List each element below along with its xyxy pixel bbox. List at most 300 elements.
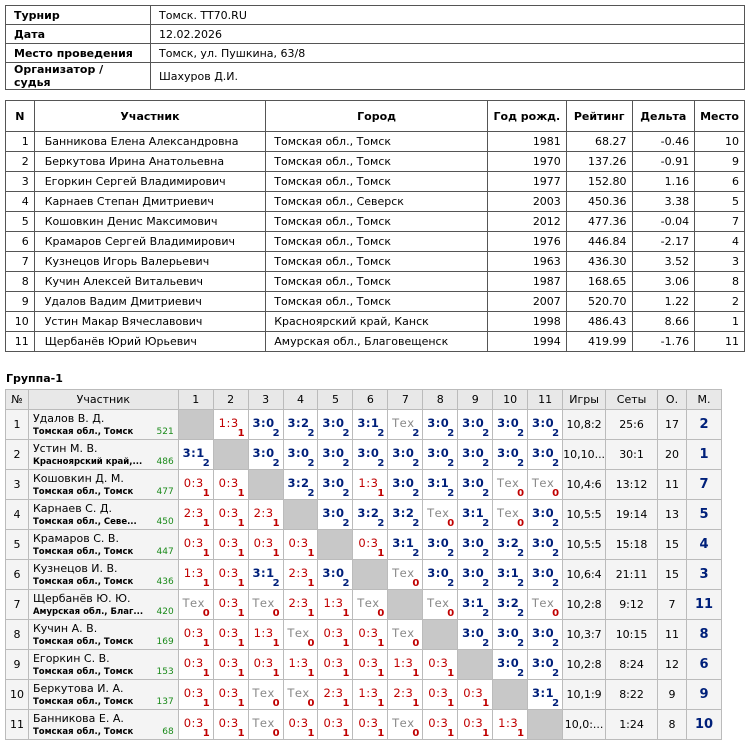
participant-cell: 2007 <box>487 292 566 312</box>
match-result <box>213 500 248 530</box>
match-result <box>283 710 318 740</box>
match-result <box>318 500 353 530</box>
match-result <box>528 440 563 470</box>
match-points: 1 <box>272 668 280 679</box>
match-score: 3:0 <box>462 416 485 430</box>
match-score: 3:2 <box>497 596 520 610</box>
group-games: 10,10... <box>563 440 606 470</box>
participant-cell: Устин Макар Вячеславович <box>34 312 266 332</box>
match-points: 1 <box>412 668 420 679</box>
player-name: Егоркин С. В. <box>32 652 110 665</box>
match-score: 3:1 <box>182 446 205 460</box>
group-row <box>6 530 722 560</box>
info-value: Томск, ул. Пушкина, 63/8 <box>151 44 745 63</box>
match-points: 1 <box>342 728 350 739</box>
match-score: 3:0 <box>427 566 450 580</box>
match-result <box>528 470 563 500</box>
group-header: О. <box>658 390 687 410</box>
group-header: 6 <box>353 390 388 410</box>
match-score: Тех <box>182 596 205 610</box>
match-result <box>318 560 353 590</box>
match-result <box>353 500 388 530</box>
group-sets: 13:12 <box>606 470 658 500</box>
match-points: 0 <box>412 728 420 739</box>
match-result <box>493 410 528 440</box>
participant-row <box>6 232 745 252</box>
match-score: 3:0 <box>532 626 555 640</box>
group-sets: 30:1 <box>606 440 658 470</box>
match-score: 1:3 <box>358 476 379 490</box>
match-result <box>178 500 213 530</box>
match-score: 3:0 <box>462 626 485 640</box>
match-points: 1 <box>202 518 210 529</box>
group-player <box>28 470 178 500</box>
match-score: 2:3 <box>253 506 274 520</box>
match-result <box>353 590 388 620</box>
participant-cell: Щербанёв Юрий Юрьевич <box>34 332 266 352</box>
group-place: 11 <box>686 590 721 620</box>
group-row-number: 11 <box>6 710 29 740</box>
match-points: 2 <box>412 458 420 469</box>
match-points: 1 <box>237 488 245 499</box>
info-key: Дата <box>6 25 151 44</box>
participant-cell: 2003 <box>487 192 566 212</box>
match-score: 3:1 <box>462 506 485 520</box>
match-result <box>178 620 213 650</box>
group-points: 11 <box>658 620 687 650</box>
participant-cell: 4 <box>695 232 745 252</box>
group-player <box>28 500 178 530</box>
match-points: 2 <box>377 428 385 439</box>
participant-cell: -1.76 <box>632 332 695 352</box>
participant-cell: Удалов Вадим Дмитриевич <box>34 292 266 312</box>
group-points: 13 <box>658 500 687 530</box>
match-score: 2:3 <box>288 566 309 580</box>
match-points: 0 <box>412 638 420 649</box>
match-result <box>493 530 528 560</box>
match-points: 1 <box>202 488 210 499</box>
group-points: 17 <box>658 410 687 440</box>
match-result <box>283 650 318 680</box>
match-points: 1 <box>342 608 350 619</box>
match-score: 3:1 <box>532 686 555 700</box>
participant-cell: Крамаров Сергей Владимирович <box>34 232 266 252</box>
match-result <box>423 560 458 590</box>
match-score: 0:3 <box>183 716 204 730</box>
participant-cell: 2 <box>695 292 745 312</box>
match-result <box>178 470 213 500</box>
participant-cell: Томская обл., Томск <box>266 272 488 292</box>
player-rating: 137 <box>156 697 174 707</box>
match-score: 2:3 <box>323 686 344 700</box>
participant-cell: 450.36 <box>566 192 632 212</box>
group-place: 2 <box>686 410 721 440</box>
match-result <box>528 530 563 560</box>
participant-cell: 1981 <box>487 132 566 152</box>
participant-cell: Красноярский край, Канск <box>266 312 488 332</box>
match-points: 1 <box>202 578 210 589</box>
match-points: 2 <box>552 518 560 529</box>
participant-cell: 7 <box>6 252 35 272</box>
match-score: 0:3 <box>323 656 344 670</box>
group-player <box>28 560 178 590</box>
participants-header: Дельта <box>632 101 695 132</box>
group-games: 10,5:5 <box>563 500 606 530</box>
group-place: 10 <box>686 710 721 740</box>
match-score: 0:3 <box>253 656 274 670</box>
match-score: 0:3 <box>218 536 239 550</box>
match-score: 1:3 <box>498 716 519 730</box>
match-points: 1 <box>237 428 245 439</box>
info-key: Организатор / судья <box>6 63 151 90</box>
participant-cell: 8 <box>6 272 35 292</box>
info-row <box>6 6 745 25</box>
participant-cell: 6 <box>695 172 745 192</box>
match-result <box>528 650 563 680</box>
match-score: 3:0 <box>322 506 345 520</box>
participant-cell: 3.06 <box>632 272 695 292</box>
match-points: 0 <box>272 698 280 709</box>
participant-cell: 9 <box>6 292 35 312</box>
match-score: 1:3 <box>218 416 239 430</box>
match-points: 1 <box>237 608 245 619</box>
match-result <box>213 650 248 680</box>
group-place: 4 <box>686 530 721 560</box>
match-result <box>388 620 423 650</box>
match-score: 0:3 <box>218 566 239 580</box>
match-points: 2 <box>482 488 490 499</box>
group-sets: 21:11 <box>606 560 658 590</box>
group-place: 9 <box>686 680 721 710</box>
match-score: 0:3 <box>358 536 379 550</box>
info-value: Шахуров Д.И. <box>151 63 745 90</box>
participant-cell: 5 <box>6 212 35 232</box>
match-points: 1 <box>377 698 385 709</box>
info-row <box>6 25 745 44</box>
match-result <box>493 560 528 590</box>
group-row-number: 9 <box>6 650 29 680</box>
match-score: 3:2 <box>497 536 520 550</box>
match-points: 2 <box>342 578 350 589</box>
group-games: 10,4:6 <box>563 470 606 500</box>
match-result <box>353 620 388 650</box>
match-score: 0:3 <box>218 716 239 730</box>
match-score: Тех <box>287 686 310 700</box>
match-result <box>528 410 563 440</box>
match-points: 1 <box>342 668 350 679</box>
participant-cell: 8 <box>695 272 745 292</box>
match-points: 1 <box>237 728 245 739</box>
group-header: 9 <box>458 390 493 410</box>
participant-row <box>6 332 745 352</box>
match-result <box>458 500 493 530</box>
match-score: 3:0 <box>322 476 345 490</box>
player-name: Устин М. В. <box>32 442 98 455</box>
group-row-number: 4 <box>6 500 29 530</box>
match-points: 2 <box>307 428 315 439</box>
participant-cell: Карнаев Степан Дмитриевич <box>34 192 266 212</box>
player-city: Красноярский край,... <box>32 457 143 467</box>
match-result <box>388 560 423 590</box>
match-result <box>528 560 563 590</box>
match-score: 3:0 <box>462 536 485 550</box>
match-points: 1 <box>202 698 210 709</box>
match-points: 0 <box>517 488 525 499</box>
match-result <box>423 680 458 710</box>
match-score: 0:3 <box>323 626 344 640</box>
match-score: Тех <box>496 476 520 490</box>
match-points: 1 <box>237 638 245 649</box>
participant-cell: 3.38 <box>632 192 695 212</box>
group-header: 3 <box>248 390 283 410</box>
match-points: 1 <box>272 638 280 649</box>
match-points: 2 <box>552 698 560 709</box>
player-rating: 477 <box>156 487 174 497</box>
participant-row <box>6 192 745 212</box>
participants-header: Рейтинг <box>566 101 632 132</box>
match-score: 3:2 <box>357 506 380 520</box>
group-points: 9 <box>658 680 687 710</box>
group-place: 6 <box>686 650 721 680</box>
player-name: Кучин А. В. <box>32 622 98 635</box>
match-points: 2 <box>517 638 525 649</box>
match-score: 3:1 <box>497 566 520 580</box>
match-result <box>458 440 493 470</box>
match-result <box>178 560 213 590</box>
player-rating: 450 <box>156 517 174 527</box>
match-result <box>458 410 493 440</box>
match-result <box>528 590 563 620</box>
group-sets: 1:24 <box>606 710 658 740</box>
match-result <box>318 410 353 440</box>
participant-cell: Томская обл., Томск <box>266 212 488 232</box>
match-result <box>388 710 423 740</box>
match-result <box>353 530 388 560</box>
participant-row <box>6 132 745 152</box>
match-points: 2 <box>307 458 315 469</box>
participant-cell: 7 <box>695 212 745 232</box>
participant-cell: 10 <box>6 312 35 332</box>
match-points: 0 <box>202 608 210 619</box>
group-sets: 25:6 <box>606 410 658 440</box>
match-score: 0:3 <box>183 686 204 700</box>
match-score: 0:3 <box>218 656 239 670</box>
player-rating: 153 <box>156 667 174 677</box>
match-result <box>493 710 528 740</box>
match-result <box>178 590 213 620</box>
participant-cell: 1970 <box>487 152 566 172</box>
match-points: 2 <box>552 548 560 559</box>
info-value: 12.02.2026 <box>151 25 745 44</box>
participant-cell: -0.46 <box>632 132 695 152</box>
match-result <box>388 530 423 560</box>
participant-cell: Томская обл., Томск <box>266 152 488 172</box>
match-result <box>213 710 248 740</box>
group-player <box>28 440 178 470</box>
participant-cell: Беркутова Ирина Анатольевна <box>34 152 266 172</box>
match-result <box>213 620 248 650</box>
participant-cell: 2 <box>6 152 35 172</box>
match-result <box>353 710 388 740</box>
match-score: 1:3 <box>183 566 204 580</box>
participants-header: Участник <box>34 101 266 132</box>
group-row-number: 8 <box>6 620 29 650</box>
match-points: 2 <box>552 578 560 589</box>
group-crosstable <box>5 389 722 740</box>
match-score: 1:3 <box>253 626 274 640</box>
player-rating: 447 <box>156 547 174 557</box>
group-sets: 8:22 <box>606 680 658 710</box>
group-row <box>6 560 722 590</box>
match-result <box>318 440 353 470</box>
match-score: 0:3 <box>463 716 484 730</box>
match-result <box>283 620 318 650</box>
group-games: 10,1:9 <box>563 680 606 710</box>
match-score: 3:0 <box>532 656 555 670</box>
match-points: 1 <box>237 698 245 709</box>
player-rating: 486 <box>156 457 174 467</box>
self-cell <box>528 710 563 740</box>
match-result <box>493 470 528 500</box>
match-result <box>528 680 563 710</box>
player-city: Томская обл., Томск <box>32 487 134 497</box>
match-points: 1 <box>447 668 455 679</box>
group-header: 1 <box>178 390 213 410</box>
player-name: Карнаев С. Д. <box>32 502 112 515</box>
player-rating: 420 <box>156 607 174 617</box>
match-points: 2 <box>342 458 350 469</box>
player-rating: 521 <box>156 427 174 437</box>
match-score: 3:0 <box>427 416 450 430</box>
match-points: 0 <box>272 728 280 739</box>
match-points: 2 <box>447 488 455 499</box>
match-score: 0:3 <box>218 506 239 520</box>
match-points: 1 <box>482 698 490 709</box>
match-score: Тех <box>357 596 380 610</box>
participant-cell: Егоркин Сергей Владимирович <box>34 172 266 192</box>
participant-cell: 8.66 <box>632 312 695 332</box>
match-score: 1:3 <box>288 656 309 670</box>
match-result <box>493 440 528 470</box>
participant-cell: 3 <box>695 252 745 272</box>
group-games: 10,8:2 <box>563 410 606 440</box>
group-row <box>6 620 722 650</box>
match-score: 3:0 <box>322 416 345 430</box>
match-points: 1 <box>377 488 385 499</box>
participant-cell: 3 <box>6 172 35 192</box>
match-points: 2 <box>482 518 490 529</box>
match-result <box>353 440 388 470</box>
match-score: 0:3 <box>358 716 379 730</box>
group-row <box>6 410 722 440</box>
match-points: 2 <box>517 458 525 469</box>
match-result <box>248 530 283 560</box>
group-row <box>6 710 722 740</box>
match-score: 3:0 <box>252 446 275 460</box>
match-result <box>353 680 388 710</box>
match-points: 2 <box>552 428 560 439</box>
match-result <box>248 590 283 620</box>
participant-row <box>6 252 745 272</box>
group-row <box>6 590 722 620</box>
player-city: Амурская обл., Благ... <box>32 607 144 617</box>
match-score: Тех <box>252 596 275 610</box>
match-points: 1 <box>377 638 385 649</box>
match-score: 2:3 <box>183 506 204 520</box>
match-score: 0:3 <box>183 656 204 670</box>
match-points: 0 <box>307 638 315 649</box>
match-points: 1 <box>307 668 315 679</box>
participant-cell: Томская обл., Томск <box>266 252 488 272</box>
match-score: Тех <box>531 596 555 610</box>
group-player <box>28 650 178 680</box>
participant-cell: 6 <box>6 232 35 252</box>
match-points: 1 <box>482 728 490 739</box>
group-header: 2 <box>213 390 248 410</box>
participant-cell: Банникова Елена Александровна <box>34 132 266 152</box>
group-row-number: 6 <box>6 560 29 590</box>
group-player <box>28 530 178 560</box>
match-points: 1 <box>412 698 420 709</box>
group-place: 1 <box>686 440 721 470</box>
match-score: 3:2 <box>287 476 310 490</box>
match-points: 2 <box>447 458 455 469</box>
match-score: 3:1 <box>357 416 380 430</box>
match-points: 2 <box>412 518 420 529</box>
participant-row <box>6 312 745 332</box>
match-points: 2 <box>412 548 420 559</box>
match-result <box>178 440 213 470</box>
match-points: 1 <box>307 608 315 619</box>
match-result <box>458 530 493 560</box>
match-result <box>318 620 353 650</box>
participant-row <box>6 152 745 172</box>
match-points: 1 <box>342 698 350 709</box>
match-score: 3:0 <box>357 446 380 460</box>
match-points: 2 <box>412 428 420 439</box>
match-points: 0 <box>447 518 455 529</box>
match-points: 0 <box>307 698 315 709</box>
match-result <box>283 440 318 470</box>
match-points: 2 <box>517 608 525 619</box>
group-header: Игры <box>563 390 606 410</box>
match-score: 3:0 <box>392 446 415 460</box>
player-city: Томская обл., Томск <box>32 577 134 587</box>
match-points: 2 <box>272 578 280 589</box>
participant-cell: 4 <box>6 192 35 212</box>
match-points: 0 <box>272 608 280 619</box>
match-score: 3:1 <box>392 536 415 550</box>
match-points: 1 <box>202 668 210 679</box>
group-sets: 8:24 <box>606 650 658 680</box>
match-result <box>318 590 353 620</box>
match-result <box>213 590 248 620</box>
match-points: 0 <box>552 608 560 619</box>
group-place: 5 <box>686 500 721 530</box>
match-result <box>493 620 528 650</box>
group-header: 11 <box>528 390 563 410</box>
participant-cell: 11 <box>6 332 35 352</box>
match-score: 3:2 <box>287 416 310 430</box>
match-points: 1 <box>307 728 315 739</box>
participant-cell: Томская обл., Томск <box>266 292 488 312</box>
participant-cell: 446.84 <box>566 232 632 252</box>
match-score: 3:0 <box>532 416 555 430</box>
participant-cell: 1.16 <box>632 172 695 192</box>
participant-cell: 486.43 <box>566 312 632 332</box>
match-result <box>423 410 458 440</box>
match-points: 2 <box>377 458 385 469</box>
